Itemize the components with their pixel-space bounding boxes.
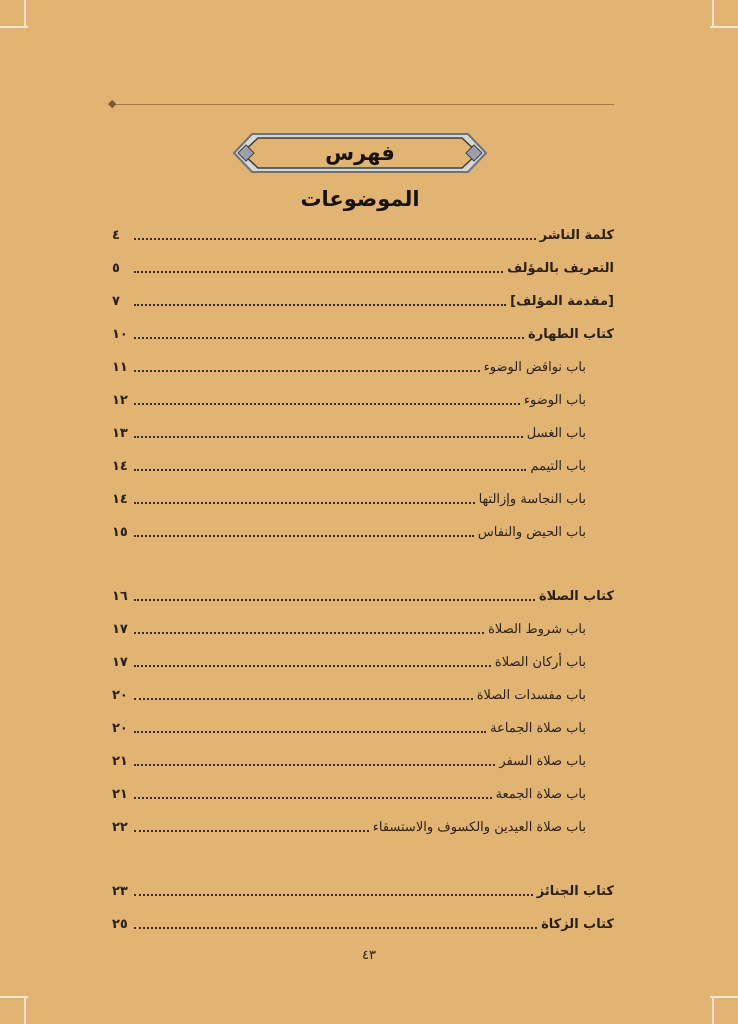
leader-dots: [134, 665, 491, 667]
toc-entry-label: باب أركان الصلاة: [494, 655, 586, 670]
toc-entry[interactable]: [112, 579, 614, 607]
toc-entry-page: ٢٢: [112, 820, 128, 835]
page-number: ٤٣: [362, 948, 376, 963]
leader-dots: [134, 764, 495, 766]
toc-entry-label: باب الغسل: [526, 426, 586, 441]
toc-entry-page: ٢١: [112, 787, 128, 802]
toc-entry-page: ٥: [112, 261, 120, 276]
leader-dots: [134, 271, 503, 273]
toc-entry[interactable]: [112, 515, 586, 543]
leader-dots: [134, 436, 523, 438]
page-title: فهرس الموضوعات: [300, 141, 420, 211]
toc-entry-label: باب صلاة العيدين والكسوف والاستسقاء: [372, 820, 586, 835]
toc-entry-label: كتاب الطهارة: [528, 327, 614, 342]
toc-entry-label: باب التيمم: [530, 459, 586, 474]
toc-entry-label: باب صلاة السفر: [499, 754, 586, 769]
toc-entry-page: ٢١: [112, 754, 128, 769]
toc-entry[interactable]: [112, 874, 614, 902]
toc-entry-page: ١٧: [112, 655, 128, 670]
toc-entry-label: باب النجاسة وإزالتها: [478, 492, 586, 507]
toc-entry-label: باب مفسدات الصلاة: [476, 688, 586, 703]
toc-entry-page: ١٣: [112, 426, 128, 441]
toc-entry-page: ٤: [112, 228, 120, 243]
toc-entry[interactable]: [112, 810, 586, 838]
toc-entry-label: باب شروط الصلاة: [488, 622, 586, 637]
header-rule: [112, 104, 614, 105]
leader-dots: [134, 830, 369, 832]
toc-entry-page: ١٦: [112, 589, 128, 604]
toc-entry[interactable]: [112, 251, 614, 279]
toc-entry-page: ١٠: [112, 327, 128, 342]
toc-entry[interactable]: [112, 645, 586, 673]
toc-entry-page: ١٤: [112, 459, 128, 474]
leader-dots: [134, 927, 537, 929]
toc-entry-page: ١٤: [112, 492, 128, 507]
crop-mark: [0, 26, 28, 28]
toc-entry-label: [مقدمة المؤلف]: [510, 294, 614, 309]
crop-mark: [710, 26, 738, 28]
toc-entry[interactable]: [112, 449, 586, 477]
toc-entry[interactable]: [112, 317, 614, 345]
toc-entry-page: ١٧: [112, 622, 128, 637]
toc-entry[interactable]: [112, 218, 614, 246]
header-ornament-icon: ◆: [108, 97, 117, 110]
toc-entry-page: ٢٥: [112, 917, 128, 932]
toc-entry-label: كلمة الناشر: [539, 228, 614, 243]
leader-dots: [134, 403, 520, 405]
toc-entry[interactable]: [112, 744, 586, 772]
leader-dots: [134, 469, 526, 471]
toc-entry[interactable]: [112, 907, 614, 935]
toc-entry-label: باب نواقض الوضوء: [483, 360, 586, 375]
leader-dots: [134, 502, 475, 504]
toc-entry-label: باب الحيض والنفاس: [477, 525, 586, 540]
crop-mark: [24, 0, 26, 28]
leader-dots: [134, 632, 484, 634]
toc-entry-page: ٢٠: [112, 721, 128, 736]
toc-entry-label: باب صلاة الجمعة: [495, 787, 586, 802]
toc-entry-page: ١١: [112, 360, 128, 375]
toc-entry-page: ٢٣: [112, 884, 128, 899]
toc-entry[interactable]: [112, 482, 586, 510]
crop-mark: [710, 996, 738, 998]
toc-entry-page: ٢٠: [112, 688, 128, 703]
leader-dots: [134, 698, 473, 700]
toc-entry[interactable]: [112, 612, 586, 640]
toc-entry-label: باب صلاة الجماعة: [490, 721, 586, 736]
leader-dots: [134, 731, 486, 733]
crop-mark: [712, 0, 714, 28]
leader-dots: [134, 370, 480, 372]
toc-entry-page: ١٢: [112, 393, 128, 408]
leader-dots: [134, 238, 536, 240]
toc-entry-label: كتاب الصلاة: [538, 589, 614, 604]
toc-entry-label: كتاب الزكاة: [541, 917, 614, 932]
toc-entry[interactable]: [112, 678, 586, 706]
toc-entry[interactable]: [112, 284, 614, 312]
crop-mark: [712, 996, 714, 1024]
leader-dots: [134, 599, 535, 601]
title-frame: [230, 130, 490, 211]
crop-mark: [0, 996, 28, 998]
toc-entry-label: التعريف بالمؤلف: [507, 261, 614, 276]
toc-entry[interactable]: [112, 711, 586, 739]
leader-dots: [134, 337, 524, 339]
toc-entry[interactable]: [112, 416, 586, 444]
toc-entry-page: ٧: [112, 294, 120, 309]
leader-dots: [134, 304, 506, 306]
leader-dots: [134, 797, 492, 799]
toc-entry[interactable]: [112, 383, 586, 411]
toc-entry-label: كتاب الجنائز: [536, 884, 614, 899]
toc-entry-label: باب الوضوء: [523, 393, 586, 408]
leader-dots: [134, 894, 533, 896]
toc-entry[interactable]: [112, 777, 586, 805]
toc-entry-page: ١٥: [112, 525, 128, 540]
crop-mark: [24, 996, 26, 1024]
leader-dots: [134, 535, 474, 537]
toc-entry[interactable]: [112, 350, 586, 378]
